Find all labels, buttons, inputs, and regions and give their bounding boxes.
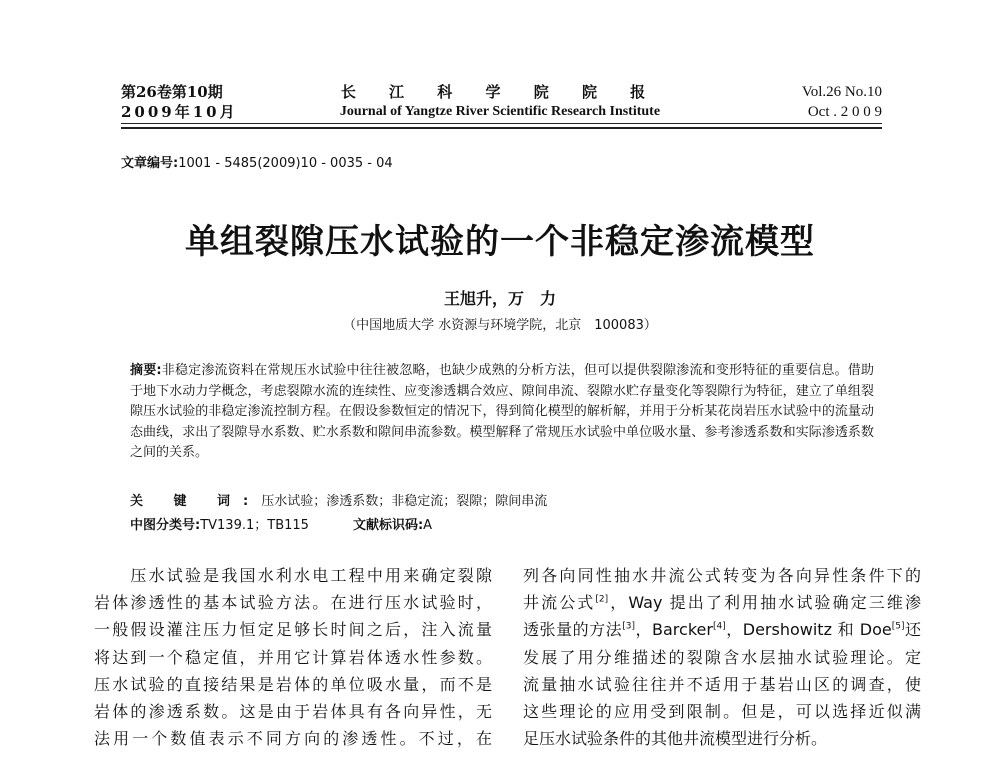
body-line: 井流公式[2]，Way 提出了利用抽水试验确定三维渗 xyxy=(523,593,921,613)
body-line: 压水试验是我国水利水电工程中用来确定裂隙 xyxy=(94,566,492,585)
clc-label: 中图分类号: xyxy=(130,518,201,533)
body-line: 透张量的方法[3]，Barcker[4]，Dershowitz 和 Doe[5]还 xyxy=(523,620,921,640)
date-cn: 2009年10月 xyxy=(121,103,238,121)
doc-code-label: 文献标识码: xyxy=(352,518,424,533)
article-number-label: 文章编号: xyxy=(121,156,179,171)
abstract-text: 非稳定渗流资料在常规压水试验中往往被忽略，也缺少成熟的分析方法，但可以提供裂隙渗流和变形特征的重要信息。借助于地下水动力学概念，考虑裂隙水流的连续性、应变渗透耦合效应、隙间串流、裂隙水贮存量变化等裂隙行为特征，建立了单组裂隙压水试验的非稳定渗流控制方程。在假设参数恒定的情况下，得到简化模型的解析解，并用于分析某花岗岩压水试验中的流量动态曲线，求出了裂隙导水系数、贮水系数和隙间串流参数。模型解释了常规压水试验中单位吸水量、参考渗透系数和实际渗透系数之间的关系。 xyxy=(130,363,874,460)
article-number xyxy=(121,152,393,171)
volume-issue-cn: 第26卷第10期 xyxy=(121,83,223,101)
body-line: 法用一个数值表示不同方向的渗透性。不过，在 xyxy=(94,729,492,749)
body-line: 压水试验的直接结果是岩体的单位吸水量，而不是 xyxy=(94,674,492,694)
classification xyxy=(130,514,432,533)
body-line: 流量抽水试验往往并不适用于基岩山区的调查，使 xyxy=(523,674,921,694)
doc-code-value: A xyxy=(423,518,433,533)
affiliation: （中国地质大学 水资源与环境学院，北京 100083） xyxy=(343,318,657,333)
body-line: 发展了用分维描述的裂隙含水层抽水试验理论。定 xyxy=(523,647,921,667)
abstract xyxy=(130,361,874,464)
date-en: Oct . 2 0 0 9 xyxy=(807,104,882,120)
body-line: 岩体的渗透系数。这是由于岩体具有各向异性，无 xyxy=(94,701,492,721)
keywords-label: 关 键 词: xyxy=(130,494,262,509)
paper-title: 单组裂隙压水试验的一个非稳定渗流模型 xyxy=(185,222,815,262)
keywords-text: 压水试验；渗透系数；非稳定流；裂隙；隙间串流 xyxy=(261,494,548,509)
authors: 王旭升，万 力 xyxy=(443,289,556,308)
keywords xyxy=(130,490,547,509)
journal-issue-right xyxy=(802,82,882,122)
journal-name-en: Journal of Yangtze River Scientific Research Institute xyxy=(339,104,661,119)
journal-name-cn: 长 江 科 学 院 院 报 xyxy=(340,83,660,101)
header-rule-thick xyxy=(121,127,882,129)
body-column-right xyxy=(523,562,921,752)
clc-value: TV139.1；TB115 xyxy=(200,518,309,533)
body-line: 将达到一个稳定值，并用它计算岩体透水性参数。 xyxy=(94,647,492,667)
volume-issue-en: Vol.26 No.10 xyxy=(801,84,882,100)
body-line: 足压水试验条件的其他井流模型进行分析。 xyxy=(523,729,828,749)
body-line: 这些理论的应用受到限制。但是，可以选择近似满 xyxy=(523,701,921,721)
body-line: 列各向同性抽水井流公式转变为各向异性条件下的 xyxy=(523,566,921,585)
article-number-value: 1001 - 5485(2009)10 - 0035 - 04 xyxy=(178,156,393,171)
body-line: 岩体渗透性的基本试验方法。在进行压水试验时， xyxy=(94,593,492,613)
body-column-left xyxy=(94,562,492,752)
body-line: 一般假设灌注压力恒定足够长时间之后，注入流量 xyxy=(94,620,492,640)
abstract-label: 摘要: xyxy=(130,363,162,378)
header-rule-thin xyxy=(121,123,882,124)
